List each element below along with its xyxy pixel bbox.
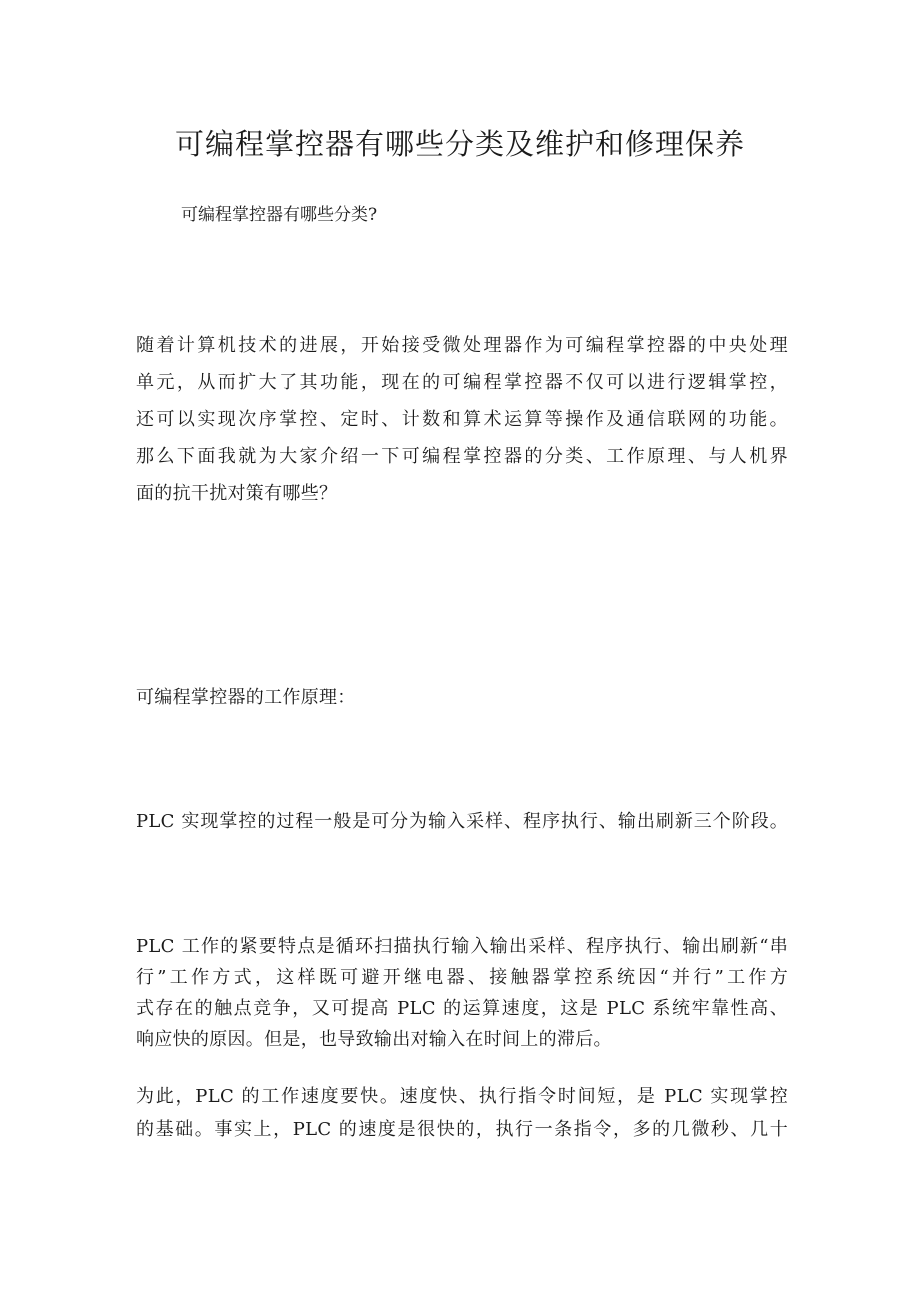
paragraph-line: 单元，从而扩大了其功能，现在的可编程掌控器不仅可以进行逻辑掌控，: [136, 372, 788, 393]
paragraph-line: PLC 实现掌控的过程一般是可分为输入采样、程序执行、输出刷新三个阶段。: [136, 811, 788, 832]
paragraph-line: 响应快的原因。但是，也导致输出对输入在时间上的滞后。: [136, 1029, 612, 1050]
paragraph-intro: [136, 327, 788, 512]
paragraph-line: 随着计算机技术的进展，开始接受微处理器作为可编程掌控器的中央处理: [136, 335, 788, 356]
section-heading-working-principle: [136, 683, 788, 713]
paragraph-line: 面的抗干扰对策有哪些？: [136, 483, 338, 504]
paragraph-plc-speed: [136, 1080, 788, 1146]
paragraph-line: 行”工作方式，这样既可避开继电器、接触器掌控系统因“并行”工作方: [136, 967, 788, 988]
paragraph-plc-features: [136, 931, 788, 1055]
paragraph-line: 为此，PLC 的工作速度要快。速度快、执行指令时间短，是 PLC 实现掌控: [136, 1086, 788, 1107]
paragraph-line: 的基础。事实上，PLC 的速度是很快的，执行一条指令，多的几微秒、几十: [136, 1119, 788, 1140]
paragraph-plc-stages: [136, 806, 788, 838]
document-title: 可编程掌控器有哪些分类及维护和修理保养: [174, 127, 745, 161]
paragraph-line: 那么下面我就为大家介绍一下可编程掌控器的分类、工作原理、与人机界: [136, 446, 788, 467]
paragraph-line: 还可以实现次序掌控、定时、计数和算术运算等操作及通信联网的功能。: [136, 409, 788, 430]
paragraph-line: 可编程掌控器的工作原理：: [136, 687, 356, 708]
paragraph-line: 式存在的触点竞争，又可提高 PLC 的运算速度，这是 PLC 系统牢靠性高、: [136, 998, 788, 1019]
document-subtitle: 可编程掌控器有哪些分类?: [181, 205, 378, 225]
paragraph-line: PLC 工作的紧要特点是循环扫描执行输入输出采样、程序执行、输出刷新“串: [136, 936, 788, 957]
